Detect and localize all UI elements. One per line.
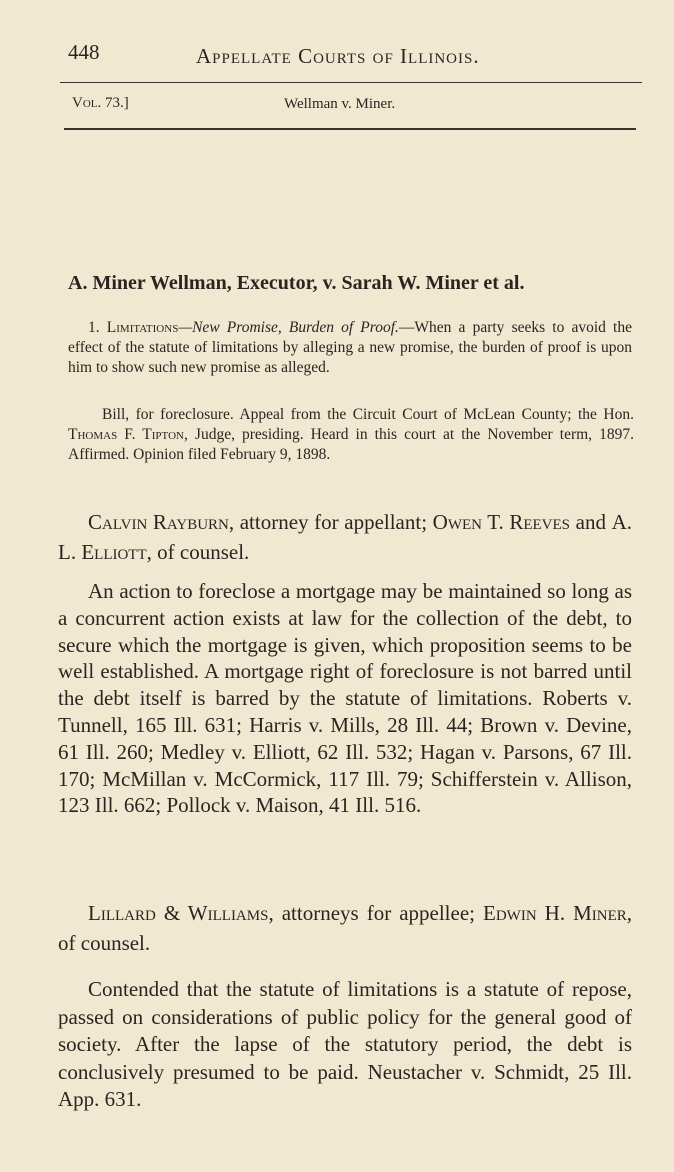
- appellee-counsel-name: Edwin H. Miner: [483, 901, 627, 925]
- running-head: Appellate Courts of Illinois.: [196, 44, 480, 68]
- case-short-title: Wellman v. Miner.: [284, 96, 396, 112]
- headnote-topic: Limitations: [106, 319, 179, 336]
- headnote-number: 1.: [88, 319, 100, 336]
- appellee-counsel: [58, 898, 632, 958]
- appellant-counsel-and: and: [570, 510, 612, 534]
- appellant-counsel-a: Owen T. Reeves: [432, 510, 571, 534]
- appellant-counsel: [58, 507, 632, 567]
- appellee-counsel-mid: , attorneys for appellee;: [268, 901, 483, 925]
- procedural-history: [68, 405, 634, 465]
- headnote-text: —When a party seeks to avoid the effect of the statute of limitations by alleging a new promise, the burden of proof is upon him to show such new promise as alleged.: [68, 319, 632, 376]
- header-rule: [60, 82, 642, 83]
- volume-label: Vol. 73.]: [72, 95, 129, 111]
- appellant-attorney: Calvin Rayburn: [88, 510, 229, 534]
- appellant-counsel-mid: , attorney for appellant;: [228, 510, 433, 534]
- headnote-subtopic: —New Promise, Burden of Proof.: [178, 319, 399, 336]
- procedural-text-2: , Judge, presiding. Heard in this court at the November term, 1897. Affirmed. Opinion filed February 9, 1898.: [68, 426, 634, 463]
- appellant-counsel-end: , of counsel.: [146, 540, 250, 564]
- appellee-argument: Contended that the statute of limitations is a statute of repose, passed on considerations of public policy for the general good of society. After the lapse of the statutory period, the debt is conclusively presumed to be paid. Neustacher v. Schmidt, 25 Ill. App. 631.: [58, 977, 632, 1111]
- appellee-attorneys: Lillard & Williams: [88, 901, 269, 925]
- procedural-text-1: Bill, for foreclosure. Appeal from the Circuit Court of McLean County; the Hon.: [102, 406, 634, 423]
- appellant-counsel-b: A. L. Elliott: [58, 510, 632, 564]
- case-title: A. Miner Wellman, Executor, v. Sarah W. Miner et al.: [68, 272, 525, 294]
- headnote: [68, 318, 632, 378]
- page-number: 448: [68, 40, 100, 64]
- appellee-counsel-end: , of counsel.: [58, 901, 633, 955]
- appellant-argument: An action to foreclose a mortgage may be maintained so long as a concurrent action exists at law for the collection of the debt, to secure which the mortgage is given, which proposition seems to be well established. A mortgage right of foreclosure is not barred until the debt itself is barred by the statute of limitations. Roberts v. Tunnell, 165 Ill. 631; Harris v. Mills, 28 Ill. 44; Brown v. Devine, 61 Ill. 260; Medley v. Elliott, 62 Ill. 532; Hagan v. Parsons, 67 Ill. 170; McMillan v. McCormick, 117 Ill. 79; Schifferstein v. Allison, 123 Ill. 662; Pollock v. Maison, 41 Ill. 516.: [58, 579, 632, 818]
- subheader-rule: [64, 128, 636, 130]
- judge-name: Thomas F. Tipton: [68, 426, 184, 443]
